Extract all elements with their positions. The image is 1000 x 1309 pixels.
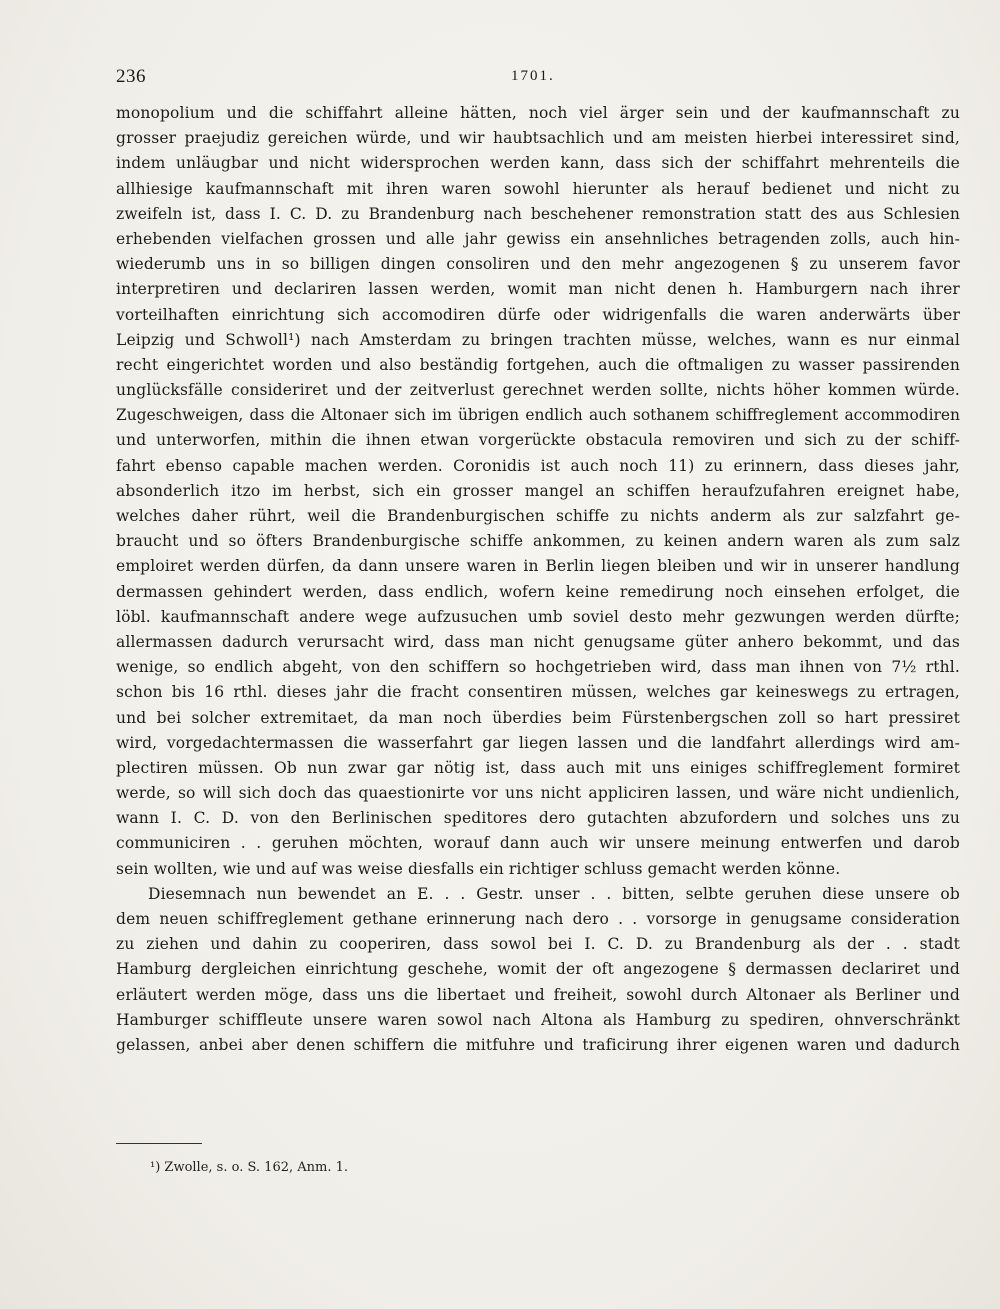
text-line: wird, vorgedachtermassen die wasserfahrt gar liegen lassen und die landfahrt allerdings wird am- xyxy=(116,733,960,752)
text-line: monopolium und die schiffahrt alleine hätten, noch viel ärger sein und der kaufmannschaft zu xyxy=(116,104,960,122)
text-line: absonderlich itzo im herbst, sich ein grosser mangel an schiffen heraufzufahren ereignet habe, xyxy=(116,481,960,500)
text-line: fahrt ebenso capable machen werden. Coronidis ist auch noch 11) zu erinnern, dass dieses jahr, xyxy=(116,456,960,475)
text-line: löbl. kaufmannschaft andere wege aufzusuchen umb soviel desto mehr gezwungen werden dürfte; xyxy=(116,607,960,626)
text-line: erhebenden vielfachen grossen und alle jahr gewiss ein ansehnliches betragenden zolls, auch hin- xyxy=(116,229,960,248)
text-line: dermassen gehindert werden, dass endlich, wofern keine remedirung noch einsehen erfolget, die xyxy=(116,582,960,601)
text-line: und unterworfen, mithin die ihnen etwan vorgerückte obstacula removiren und sich zu der schiff- xyxy=(116,431,960,450)
text-line: zu ziehen und dahin zu cooperiren, dass sowol bei I. C. D. zu Brandenburg als der . . stadt xyxy=(116,935,960,954)
footnote-divider xyxy=(116,1143,202,1144)
text-line: zweifeln ist, dass I. C. D. zu Brandenburg nach beschehener remonstration statt des aus Schlesien xyxy=(116,204,960,223)
text-line: Leipzig und Schwoll¹) nach Amsterdam zu bringen trachten müsse, welches, wann es nur einmal xyxy=(116,330,960,349)
text-line: wiederumb uns in so billigen dingen consoliren und den mehr angezogenen § zu unserem favor xyxy=(116,255,960,274)
text-line: emploiret werden dürfen, da dann unsere waren in Berlin liegen bleiben und wir in unserer handlung xyxy=(116,557,960,576)
text-line: allhiesige kaufmannschaft mit ihren waren sowohl hierunter als herauf bedienet und nicht zu xyxy=(116,179,960,198)
text-line: welches daher rührt, weil die Brandenburgischen schiffe zu nichts anderm als zur salzfahrt ge- xyxy=(116,507,960,525)
text-line: werde, so will sich doch das quaestionirte vor uns nicht appliciren lassen, und wäre nicht undienlich, xyxy=(116,784,960,803)
running-head-year: 1701. xyxy=(511,68,555,84)
text-line: sein wollten, wie und auf was weise diesfalls ein richtiger schluss gemacht werden könne. xyxy=(116,859,841,878)
page-header xyxy=(116,66,960,90)
text-line: Hamburg dergleichen einrichtung geschehe, womit der oft angezogene § dermassen declariret und xyxy=(116,960,960,979)
text-line: erläutert werden möge, dass uns die libertaet und freiheit, sowohl durch Altonaer als Berliner und xyxy=(116,985,960,1004)
text-line: Hamburger schiffleute unsere waren sowol nach Altona als Hamburg zu spediren, ohnverschränkt xyxy=(116,1010,960,1029)
body-text xyxy=(116,101,960,1058)
text-line: allermassen dadurch verursacht wird, dass man nicht genugsame güter anhero bekommt, und das xyxy=(116,632,960,651)
text-line: communiciren . . geruhen möchten, worauf dann auch wir unsere meinung entwerfen und darob xyxy=(116,834,960,853)
text-line: interpretiren und declariren lassen werden, womit man nicht denen h. Hamburgern nach ihrer xyxy=(116,280,960,299)
text-line: vorteilhaften einrichtung sich accomodiren dürfe oder widrigenfalls die waren anderwärts über xyxy=(116,305,960,324)
text-line: dem neuen schiffreglement gethane erinnerung nach dero . . vorsorge in genugsame consideration xyxy=(116,910,960,928)
text-line: schon bis 16 rthl. dieses jahr die fracht consentiren müssen, welches gar keineswegs zu ertragen, xyxy=(116,683,960,702)
text-line: Diesemnach nun bewendet an E. . . Gestr. unser . . bitten, selbte geruhen diese unsere ob xyxy=(148,884,960,903)
text-line: grosser praejudiz gereichen würde, und wir haubtsachlich und am meisten hierbei interessiret sind, xyxy=(116,129,960,148)
text-line: plectiren müssen. Ob nun zwar gar nötig ist, dass auch mit uns einiges schiffreglement formiret xyxy=(116,758,960,777)
text-line: braucht und so öfters Brandenburgische schiffe ankommen, zu keinen andern waren als zum salz xyxy=(116,532,960,551)
text-line: Zugeschweigen, dass die Altonaer sich im übrigen endlich auch sothanem schiffreglement accommodiren xyxy=(116,406,960,425)
text-line: und bei solcher extremitaet, da man noch überdies beim Fürstenbergschen zoll so hart pressiret xyxy=(116,708,960,727)
page-number: 236 xyxy=(116,66,146,87)
text-line: wenige, so endlich abgeht, von den schiffern so hochgetrieben wird, dass man ihnen von 7½ rthl. xyxy=(116,658,960,677)
text-line: wann I. C. D. von den Berlinischen speditores dero gutachten abzufordern und solches uns zu xyxy=(116,809,960,828)
text-line: gelassen, anbei aber denen schiffern die mitfuhre und traficirung ihrer eigenen waren und dadurch xyxy=(116,1035,960,1054)
text-line: unglücksfälle consideriret und der zeitverlust gerechnet werden sollte, nichts höher kommen würde. xyxy=(116,381,960,400)
text-line: recht eingerichtet worden und also beständig fortgehen, auch die oftmaligen zu wasser passirenden xyxy=(116,355,960,374)
text-line: indem unläugbar und nicht widersprochen werden kann, dass sich der schiffahrt mehrenteils die xyxy=(116,154,960,173)
footnote: ¹) Zwolle, s. o. S. 162, Anm. 1. xyxy=(150,1160,349,1175)
